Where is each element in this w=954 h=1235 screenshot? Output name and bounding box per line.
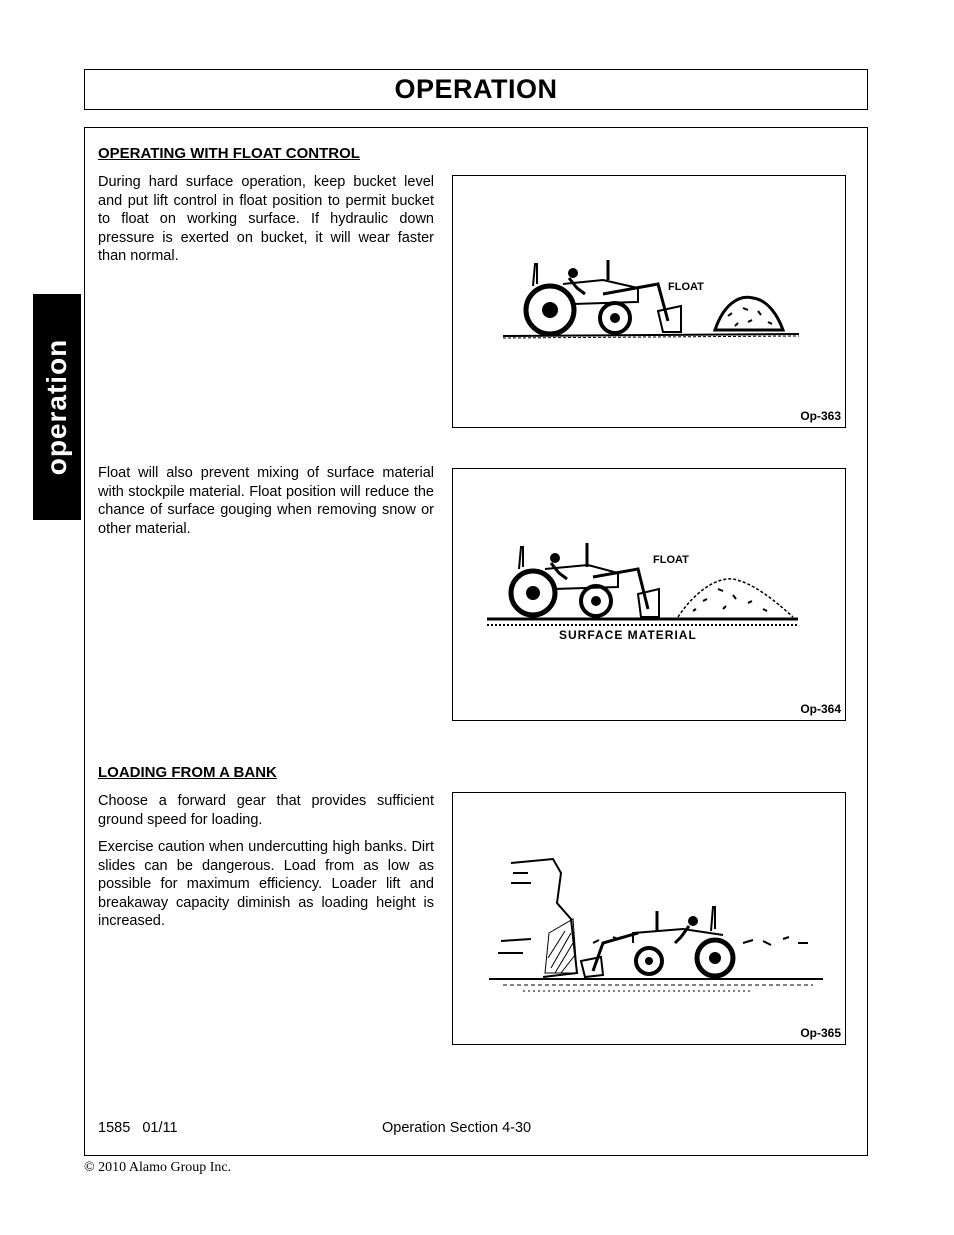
side-tab-label: operation bbox=[41, 338, 72, 476]
bank-paragraph-2: Exercise caution when undercutting high banks. Dirt slides can be dangerous. Load from as low as possible for maximum efficiency. Loader lift and breakaway capacity diminish as loading height is increased. bbox=[98, 839, 434, 930]
figure-id-op-365: Op-365 bbox=[800, 1026, 841, 1040]
float-label-2: FLOAT bbox=[653, 554, 689, 566]
figure-id-op-364: Op-364 bbox=[800, 702, 841, 716]
float-paragraph-2: Float will also prevent mixing of surface material with stockpile material. Float position will reduce the chance of surface gouging when removing snow or other material. bbox=[98, 465, 434, 537]
copyright: © 2010 Alamo Group Inc. bbox=[84, 1160, 232, 1175]
stockpile-illustration bbox=[453, 469, 847, 722]
figure-id-op-363: Op-363 bbox=[800, 409, 841, 423]
surface-material-label: SURFACE MATERIAL bbox=[559, 628, 697, 642]
side-tab bbox=[33, 294, 81, 520]
section-title-bank: LOADING FROM A BANK bbox=[98, 764, 277, 781]
float-label-1: FLOAT bbox=[668, 281, 704, 293]
float-paragraph-1: During hard surface operation, keep bucket level and put lift control in float position to permit bucket to float on working surface. If hydraulic down pressure is exerted on bucket, it will wear faster than normal. bbox=[98, 174, 434, 265]
bank-illustration bbox=[453, 793, 847, 1046]
footer-model-date: 1585 01/11 bbox=[98, 1120, 178, 1136]
footer-section: Operation Section 4-30 bbox=[382, 1120, 532, 1136]
bank-paragraph-1: Choose a forward gear that provides sufficient ground speed for loading. bbox=[98, 793, 434, 828]
figure-op-363 bbox=[452, 175, 846, 428]
tractor-loader-illustration bbox=[453, 176, 847, 429]
figure-op-364 bbox=[452, 468, 846, 721]
figure-op-365 bbox=[452, 792, 846, 1045]
page-header bbox=[84, 69, 868, 110]
section-title-float: OPERATING WITH FLOAT CONTROL bbox=[98, 145, 360, 162]
page-title: OPERATION bbox=[394, 74, 558, 104]
